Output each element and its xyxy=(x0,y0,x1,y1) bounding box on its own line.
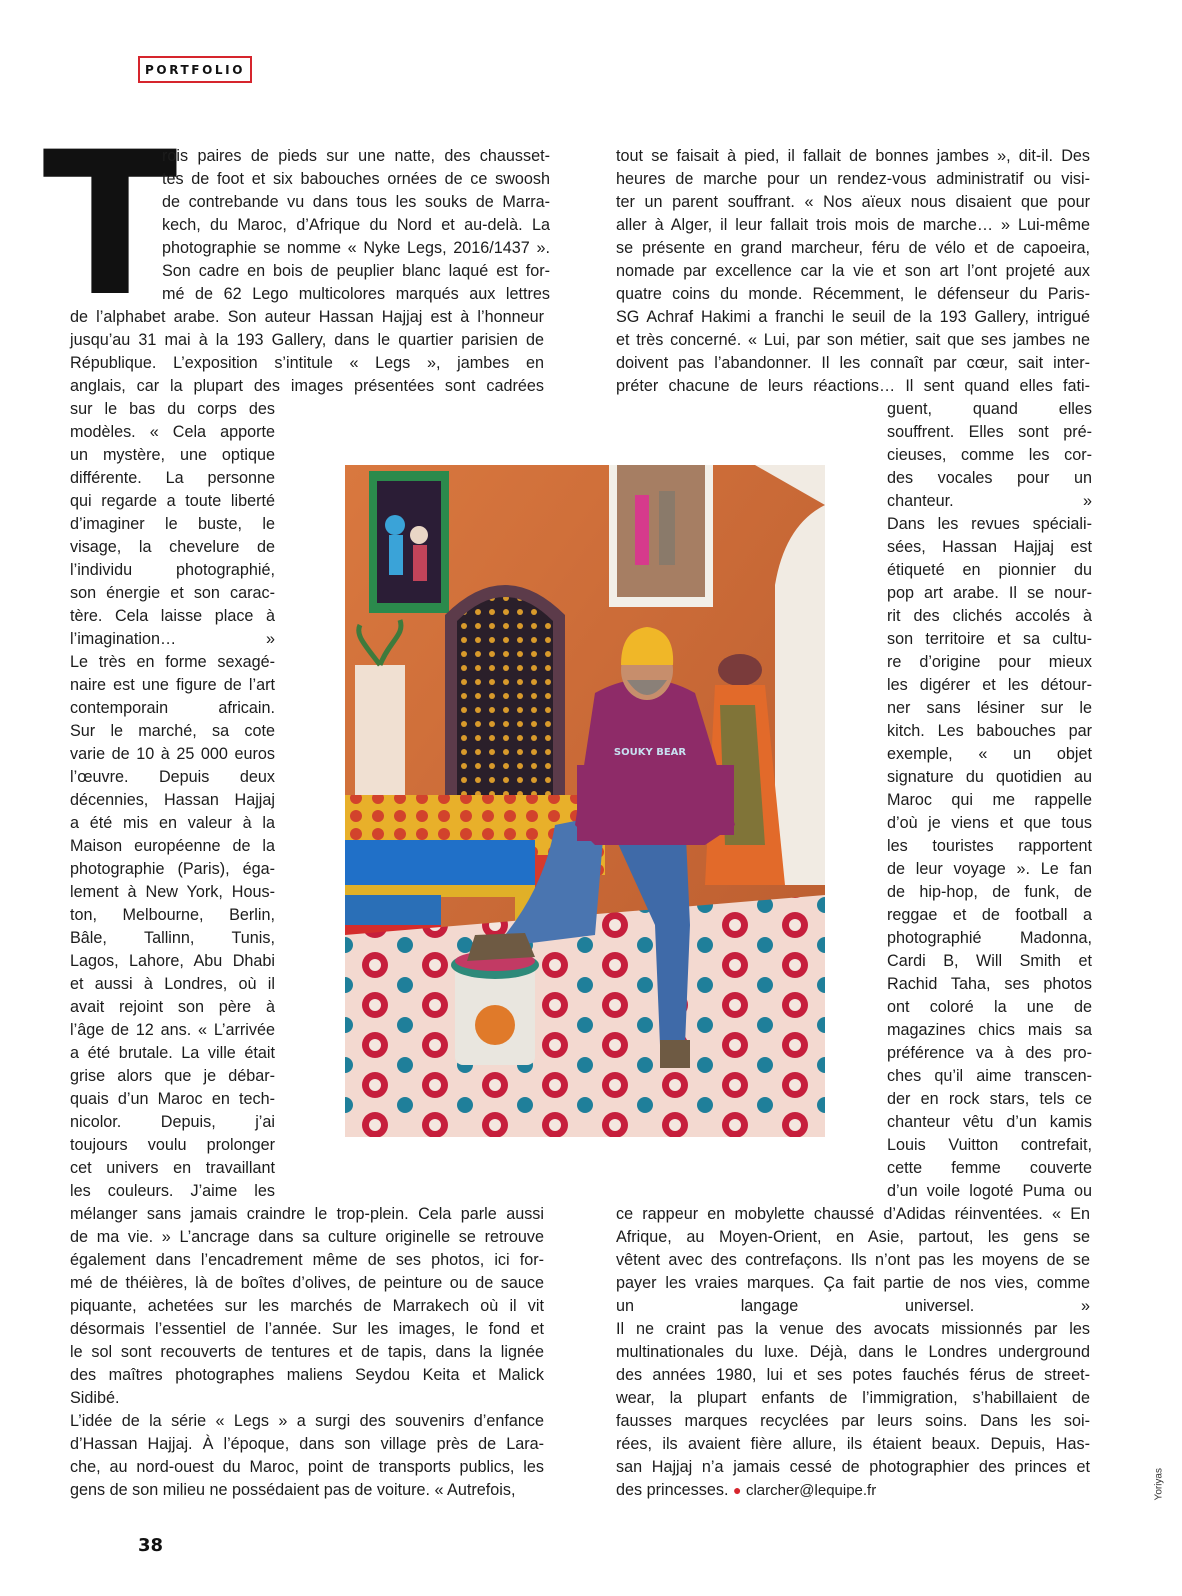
text-line: reggae et de football a xyxy=(887,906,1092,924)
author-email: clarcher@lequipe.fr xyxy=(745,1482,877,1499)
text-line: exemple, « un objet xyxy=(887,745,1092,763)
text-line: Bâle, Tallinn, Tunis, xyxy=(70,929,275,947)
text-line: rois paires de pieds sur une natte, des chausset- xyxy=(162,147,550,165)
text-line: gens de son milieu ne possédaient pas de voiture. « Autrefois, xyxy=(70,1481,516,1499)
left-top-block xyxy=(162,145,550,306)
text-line: également dans l’encadrement même de ses photos, ici for- xyxy=(70,1251,544,1269)
text-line: avait rejoint son père à xyxy=(70,998,275,1016)
text-line: Rachid Taha, ses photos xyxy=(887,975,1092,993)
text-line: préter chacune de leurs réactions… Il sent quand elles fati- xyxy=(616,377,1090,395)
text-line: de ma vie. » L’ancrage dans sa culture originelle se retrouve xyxy=(70,1228,544,1246)
text-line: toujours voulu prolonger xyxy=(70,1136,275,1154)
text-line: les couleurs. J’aime les xyxy=(70,1182,275,1200)
text-line: Maroc qui me rappelle xyxy=(887,791,1092,809)
text-line: le sol sont recouverts de tentures et de tapis, dans la lignée xyxy=(70,1343,544,1361)
right-bottom-block xyxy=(616,1203,1090,1479)
text-line: tère. Cela laisse place à xyxy=(70,607,275,625)
text-line: chanteur vêtu d’un kamis xyxy=(887,1113,1092,1131)
text-line: d’Hassan Hajjaj. À l’époque, dans son village près de Lara- xyxy=(70,1435,544,1453)
text-line: l’âge de 12 ans. « L’arrivée xyxy=(70,1021,275,1039)
text-line: Le très en forme sexagé- xyxy=(70,653,275,671)
text-line: les touristes rapportent xyxy=(887,837,1092,855)
text-line: décennies, Hassan Hajjaj xyxy=(70,791,275,809)
text-line: un langage universel. » xyxy=(616,1297,1090,1315)
text-line: quais d’un Maroc en tech- xyxy=(70,1090,275,1108)
text-line: Afrique, au Moyen-Orient, en Asie, partout, les gens se xyxy=(616,1228,1090,1246)
text-line: grise alors que je débar- xyxy=(70,1067,275,1085)
text-line: chanteur. » xyxy=(887,492,1092,510)
text-line: L’idée de la série « Legs » a surgi des souvenirs d’enfance xyxy=(70,1412,544,1430)
text-line: signature du quotidien au xyxy=(887,768,1092,786)
text-line: désormais l’essentiel de l’année. Sur les images, le fond et xyxy=(70,1320,544,1338)
left-narrow-block xyxy=(70,398,275,1203)
text-line: souffrent. Elles sont pré- xyxy=(887,423,1092,441)
text-line: d’où je viens et que tous xyxy=(887,814,1092,832)
text-line: différente. La personne xyxy=(70,469,275,487)
text-line: sées, Hassan Hajjaj est xyxy=(887,538,1092,556)
text-line: vêtent avec des contrefaçons. Ils n’ont pas les moyens de se xyxy=(616,1251,1090,1269)
text-line: tes de foot et six babouches ornées de ce swoosh xyxy=(162,170,550,188)
text-line: de leur voyage ». Le fan xyxy=(887,860,1092,878)
text-line: ont coloré la une de xyxy=(887,998,1092,1016)
text-line: tout se faisait à pied, il fallait de bonnes jambes », dit-il. Des xyxy=(616,147,1090,165)
right-narrow-block xyxy=(887,398,1092,1203)
hoodie-print: SOUKY BEAR xyxy=(613,747,687,758)
text-line: mé de théières, là de boîtes d’olives, de peinture ou de sauce xyxy=(70,1274,544,1292)
text-line: re d’origine pour mieux xyxy=(887,653,1092,671)
text-line: se présente en grand marcheur, féru de vélo et de capoeira, xyxy=(616,239,1090,257)
end-mark-icon: ● xyxy=(732,1482,742,1498)
text-line: Dans les revues spéciali- xyxy=(887,515,1092,533)
text-line: naire est une figure de l’art xyxy=(70,676,275,694)
drop-cap: T xyxy=(42,109,178,340)
text-line: varie de 10 à 25 000 euros xyxy=(70,745,275,763)
text-line: l’imagination… » xyxy=(70,630,275,648)
text-line: mélanger sans jamais craindre le trop-plein. Cela parle aussi xyxy=(70,1205,544,1223)
text-line: piquante, achetées sur les marchés de Marrakech où il vit xyxy=(70,1297,544,1315)
text-line: jusqu’au 31 mai à la 193 Gallery, dans le quartier parisien de xyxy=(70,331,544,349)
text-line: modèles. « Cela apporte xyxy=(70,423,275,441)
text-line: photographie se nomme « Nyke Legs, 2016/1437 ». xyxy=(162,239,550,257)
text-line: Sur le marché, sa cote xyxy=(70,722,275,740)
text-line: de l’alphabet arabe. Son auteur Hassan Hajjaj est à l’honneur xyxy=(70,308,544,326)
text-line: des années 1980, lui et ses potes fauchés férus de street- xyxy=(616,1366,1090,1384)
text-line: san Hajjaj n’a jamais cessé de photographier des princes et xyxy=(616,1458,1090,1476)
text-line: étiqueté en pionnier du xyxy=(887,561,1092,579)
section-tag: PORTFOLIO xyxy=(138,56,252,83)
text-line: Maison européenne de la xyxy=(70,837,275,855)
text-line: Son cadre en bois de peuplier blanc laqué est for- xyxy=(162,262,550,280)
text-line: Louis Vuitton contrefait, xyxy=(887,1136,1092,1154)
text-line: son énergie et son carac- xyxy=(70,584,275,602)
text-line: et très concerné. « Lui, par son métier, sait que ses jambes ne xyxy=(616,331,1090,349)
photo-illustration xyxy=(345,465,825,1137)
text-line: kech, du Maroc, d’Afrique du Nord et au-delà. La xyxy=(162,216,550,234)
text-line: son territoire et sa cultu- xyxy=(887,630,1092,648)
text-line: qui regarde a toute liberté xyxy=(70,492,275,510)
text-line: fausses marques recyclées par leurs soins. Dans les soi- xyxy=(616,1412,1090,1430)
text-line: photographié Madonna, xyxy=(887,929,1092,947)
text-line: ches qu’il aime transcen- xyxy=(887,1067,1092,1085)
text-line: quatre coins du monde. Récemment, le défenseur du Paris- xyxy=(616,285,1090,303)
text-line: cieuses, comme les cor- xyxy=(887,446,1092,464)
text-line: Cardi B, Will Smith et xyxy=(887,952,1092,970)
text-line: SG Achraf Hakimi a franchi le seuil de la 193 Gallery, intrigué xyxy=(616,308,1090,326)
text-line: Sidibé. xyxy=(70,1389,120,1407)
text-line: de contrebande vu dans tous les souks de Marra- xyxy=(162,193,550,211)
text-line: Il ne craint pas la venue des avocats missionnés par les xyxy=(616,1320,1090,1338)
photo-credit: Yoriyas xyxy=(1153,1468,1164,1501)
text-line: et aussi à Londres, où il xyxy=(70,975,275,993)
text-line: République. L’exposition s’intitule « Legs », jambes en xyxy=(70,354,544,372)
page-number: 38 xyxy=(138,1535,164,1556)
right-final-line xyxy=(616,1479,1090,1502)
text-line: cette femme couverte xyxy=(887,1159,1092,1177)
text-line: rées, ils avaient fière allure, ils étaient beaux. Depuis, Has- xyxy=(616,1435,1090,1453)
text-line: a été mis en valeur à la xyxy=(70,814,275,832)
text-line: wear, la plupart enfants de l’immigration, s’habillaient de xyxy=(616,1389,1090,1407)
text-line: ner sans lésiner sur le xyxy=(887,699,1092,717)
text-line: photographie (Paris), éga- xyxy=(70,860,275,878)
text-line: a été brutale. La ville était xyxy=(70,1044,275,1062)
text-line: kitch. Les babouches par xyxy=(887,722,1092,740)
text-line: cet univers en travaillant xyxy=(70,1159,275,1177)
text-line: che, au nord-ouest du Maroc, point de transports publics, les xyxy=(70,1458,544,1476)
text-line: payer les vraies marques. Ça fait partie de nos vies, comme xyxy=(616,1274,1090,1292)
text-line: Lagos, Lahore, Abu Dhabi xyxy=(70,952,275,970)
left-bottom-block xyxy=(70,1203,544,1502)
text-line: der en rock stars, tels ce xyxy=(887,1090,1092,1108)
text-line: un mystère, une optique xyxy=(70,446,275,464)
text-line: contemporain africain. xyxy=(70,699,275,717)
text-line: les digérer et les détour- xyxy=(887,676,1092,694)
text-line: visage, la chevelure de xyxy=(70,538,275,556)
final-text: des princesses. xyxy=(616,1481,729,1499)
left-full-block xyxy=(70,306,544,398)
text-line: heures de marche pour un rendez-vous administratif ou visi- xyxy=(616,170,1090,188)
text-line: d’imaginer le buste, le xyxy=(70,515,275,533)
text-line: magazines chics mais sa xyxy=(887,1021,1092,1039)
text-line: nomade par excellence car la vie et son art l’ont projeté aux xyxy=(616,262,1090,280)
text-line: lement à New York, Hous- xyxy=(70,883,275,901)
text-line: guent, quand elles xyxy=(887,400,1092,418)
text-line: ter un parent souffrant. « Nos aïeux nous disaient que pour xyxy=(616,193,1090,211)
text-line: nicolor. Depuis, j’ai xyxy=(70,1113,275,1131)
text-line: des maîtres photographes maliens Seydou Keita et Malick xyxy=(70,1366,544,1384)
text-line: ton, Melbourne, Berlin, xyxy=(70,906,275,924)
text-line: d’un voile logoté Puma ou xyxy=(887,1182,1092,1200)
text-line: anglais, car la plupart des images présentées sont cadrées xyxy=(70,377,544,395)
text-line: l’individu photographié, xyxy=(70,561,275,579)
text-line: ce rappeur en mobylette chaussé d’Adidas réinventées. « En xyxy=(616,1205,1090,1223)
text-line: l’œuvre. Depuis deux xyxy=(70,768,275,786)
text-line: doivent pas l’abandonner. Il les connaît par cœur, sait inter- xyxy=(616,354,1090,372)
portrait-photo xyxy=(345,465,825,1137)
text-line: des vocales pour un xyxy=(887,469,1092,487)
text-line: pop art arabe. Il se nour- xyxy=(887,584,1092,602)
text-line: multinationales du luxe. Déjà, dans le Londres underground xyxy=(616,1343,1090,1361)
right-top-block xyxy=(616,145,1090,398)
text-line: aller à Alger, il leur fallait trois mois de marche… » Lui-même xyxy=(616,216,1090,234)
text-line: de hip-hop, de funk, de xyxy=(887,883,1092,901)
text-line: préférence va à des pro- xyxy=(887,1044,1092,1062)
text-line: rit des clichés accolés à xyxy=(887,607,1092,625)
text-line: sur le bas du corps des xyxy=(70,400,275,418)
text-line: mé de 62 Lego multicolores marqués aux lettres xyxy=(162,285,550,303)
